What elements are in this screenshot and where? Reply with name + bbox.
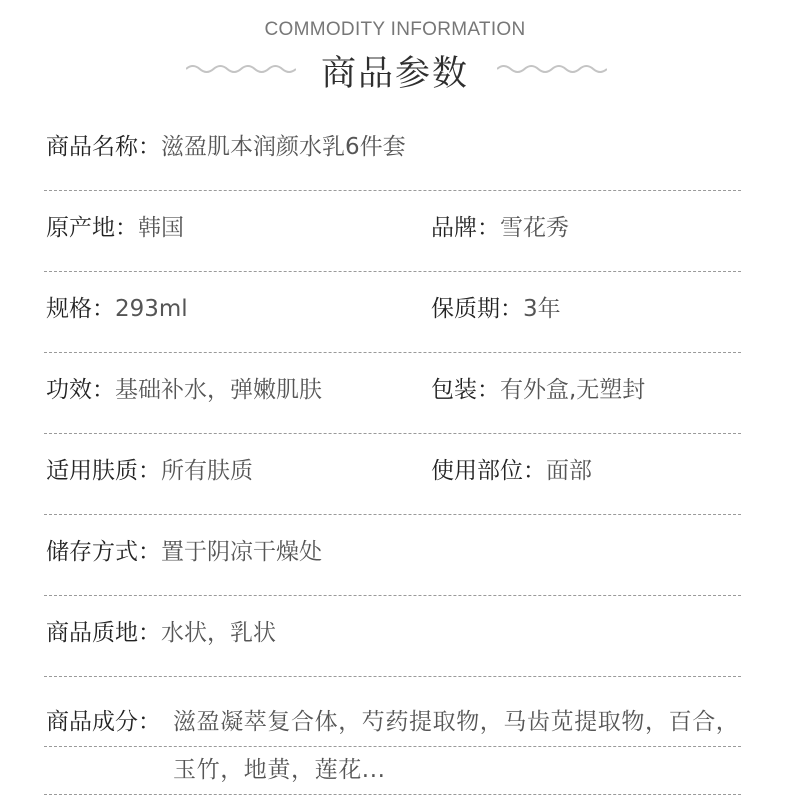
info-row-product-name (44, 110, 741, 191)
info-label: 使用部位： (431, 458, 546, 484)
info-row-effect-packaging (44, 353, 741, 434)
info-field (46, 618, 276, 648)
info-row-skin-type-area (44, 434, 741, 515)
info-row-ingredients (44, 699, 741, 801)
info-row-texture (44, 596, 741, 677)
wave-decoration-right-icon (497, 62, 607, 76)
info-value: 293ml (115, 296, 188, 322)
info-label: 包装： (431, 377, 500, 403)
info-label: 品牌： (431, 215, 500, 241)
section-subtitle: COMMODITY INFORMATION (264, 19, 526, 40)
info-label: 商品成分： (46, 709, 161, 735)
section-header (0, 0, 790, 110)
info-field (431, 456, 592, 486)
info-field (431, 375, 645, 405)
info-field (46, 456, 253, 486)
info-value: 滋盈凝萃复合体，芍药提取物，马齿苋提取物，百合，玉竹，地黄，莲花... (173, 709, 740, 783)
info-value: 有外盒,无塑封 (500, 377, 646, 403)
info-field (431, 294, 561, 324)
info-row-origin-brand (44, 191, 741, 272)
info-value: 韩国 (138, 215, 184, 241)
info-value: 3年 (523, 296, 561, 322)
info-row-spec-shelf-life (44, 272, 741, 353)
info-label: 原产地： (46, 215, 138, 241)
info-label: 规格： (46, 296, 115, 322)
info-value: 置于阴凉干燥处 (161, 539, 322, 565)
info-row-storage (44, 515, 741, 596)
info-label: 适用肤质： (46, 458, 161, 484)
info-field (46, 213, 184, 243)
info-field (46, 294, 188, 324)
info-value: 所有肤质 (161, 458, 253, 484)
info-label: 储存方式： (46, 539, 161, 565)
info-label: 保质期： (431, 296, 523, 322)
info-value: 水状，乳状 (161, 620, 276, 646)
info-field (46, 537, 322, 567)
info-field (46, 132, 406, 162)
section-title: 商品参数 (320, 54, 469, 94)
info-field (431, 213, 569, 243)
info-label: 商品质地： (46, 620, 161, 646)
info-value: 基础补水，弹嫩肌肤 (115, 377, 322, 403)
info-value: 滋盈肌本润颜水乳6件套 (161, 134, 406, 160)
info-label: 商品名称： (46, 134, 161, 160)
info-value: 面部 (546, 458, 592, 484)
info-field (46, 375, 322, 405)
info-label: 功效： (46, 377, 115, 403)
info-value: 雪花秀 (500, 215, 569, 241)
commodity-info-list (44, 110, 741, 801)
